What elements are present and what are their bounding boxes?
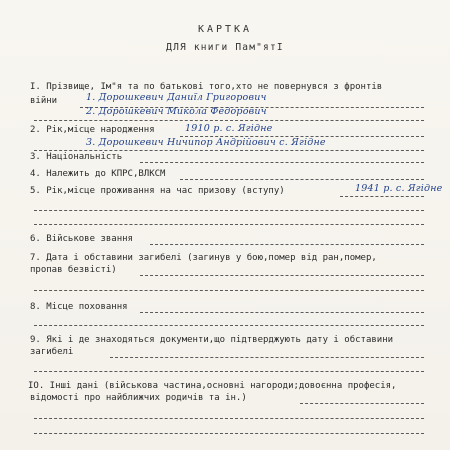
field-5-line [340, 196, 424, 197]
field-5-line-3 [34, 224, 424, 225]
field-4-label: 4. Належить до КПРС,ВЛКСМ [30, 169, 166, 179]
field-10-line-1 [300, 403, 424, 404]
field-10-label-cont: відомості про найближчих родичів та ін.) [30, 393, 247, 403]
field-9-line-2 [34, 371, 424, 372]
field-8-label: 8. Місце поховання [30, 302, 128, 312]
field-7-label: 7. Дата і обставини загибелі (загинув у бою,помер від ран,помер, [30, 253, 377, 263]
field-10-label: IO. Інші дані (військова частина,основні нагороди;довоєнна професія, [28, 381, 397, 391]
field-5-handwritten-residence: 1941 р. с. Ягідне [355, 183, 443, 194]
card-title: КАРТКА [197, 24, 253, 35]
field-8-line-2 [34, 325, 424, 326]
field-1-line-2 [34, 120, 424, 121]
card-subtitle: ДЛЯ книги Пам"ятІ [166, 42, 284, 53]
field-3-label: 3. Національність [30, 152, 123, 162]
field-4-line [180, 179, 424, 180]
field-8-line-1 [140, 312, 424, 313]
field-7-label-cont: пропав безвісті) [30, 265, 117, 275]
field-7-line-1 [140, 275, 424, 276]
field-2-handwritten-birth: 1910 р. с. Ягідне [185, 123, 273, 134]
field-9-line-1 [110, 357, 424, 358]
field-1-handwritten-name-2: 2. Дорошкевич Микола Федорович [86, 106, 267, 117]
field-6-label: 6. Військове звання [30, 234, 133, 244]
field-1-handwritten-name-1: 1. Дорошкевич Даниїл Григорович [86, 92, 267, 103]
field-2-label: 2. Рік,місце народження [30, 125, 155, 135]
field-1-label: I. Прізвище, Ім"я та по батькові того,хто не повернувся з фронтів [30, 82, 383, 92]
field-1-label-cont: війни [30, 96, 58, 106]
field-5-label: 5. Рік,місце проживання на час призову (вступу) [30, 186, 285, 196]
field-2-handwritten-extra: 3. Дорошкевич Ничипор Андрійович с. Ягідне [86, 137, 326, 148]
field-10-line-2 [34, 418, 424, 419]
field-2-line-2 [34, 150, 424, 151]
field-6-line [150, 244, 424, 245]
field-9-label-cont: загибелі [30, 347, 74, 357]
field-3-line [140, 162, 424, 163]
field-10-line-3 [34, 433, 424, 434]
field-7-line-2 [34, 290, 424, 291]
field-5-line-2 [34, 210, 424, 211]
field-9-label: 9. Які і де знаходяться документи,що підтверджують дату і обставини [30, 335, 394, 345]
